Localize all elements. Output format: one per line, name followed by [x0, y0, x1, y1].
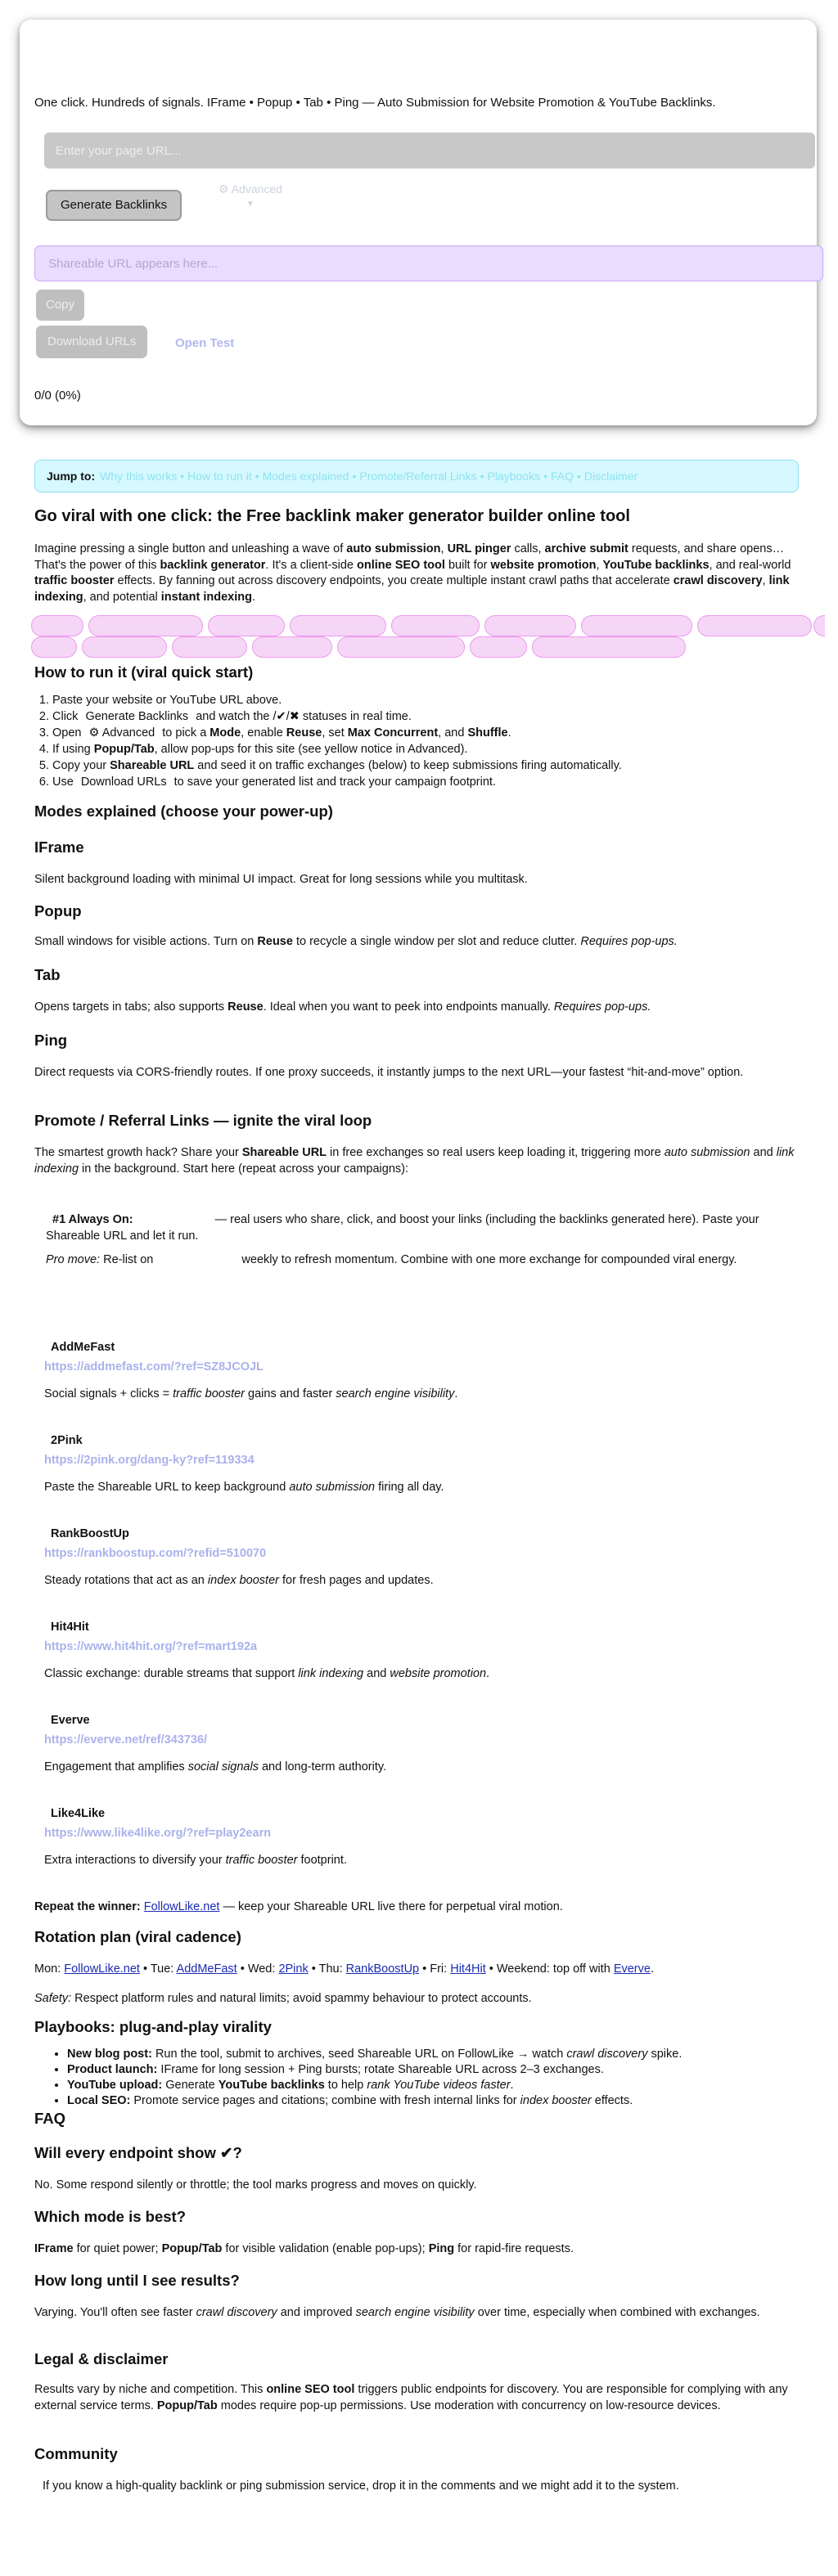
- jump-link-why[interactable]: Why this works: [100, 469, 178, 483]
- playbooks-heading: Playbooks: plug-and-play virality: [34, 2018, 272, 2035]
- shareable-url-field[interactable]: [34, 245, 823, 281]
- faq-question: Which mode is best?: [34, 2208, 187, 2225]
- tag-chip: [31, 615, 83, 636]
- exchange-hit4hit: [44, 1620, 813, 1683]
- rotation-plan: Mon: FollowLike.net • Tue: AddMeFast • Wed: 2Pink • Thu: RankBoostUp • Fri: Hit4Hit • Weekend: top off with Everve.: [34, 1962, 654, 1976]
- exchange-name: 2Pink: [51, 1434, 83, 1447]
- exchange-2pink: [44, 1433, 813, 1496]
- advanced-mention: ⚙ Advanced: [88, 726, 155, 740]
- rotation-link[interactable]: RankBoostUp: [345, 1962, 420, 1976]
- jump-link-promote[interactable]: Promote/Referral Links: [359, 469, 477, 483]
- exchange-addmefast: [44, 1340, 813, 1403]
- exchange-desc: Engagement that amplifies social signals and long-term authority.: [44, 1760, 387, 1774]
- followlike-link[interactable]: FollowLike.net: [143, 1900, 220, 1913]
- tag-chip: [208, 615, 285, 636]
- exchange-desc: Social signals + clicks = traffic booster gains and faster search engine visibility.: [44, 1387, 458, 1401]
- promote-intro: The smartest growth hack? Share your Shareable URL in free exchanges so real users keep loading it, triggering more auto submission and link indexing in the background. Start here (repeat across your campaigns):: [34, 1146, 795, 1176]
- legal-heading: Legal & disclaimer: [34, 2350, 169, 2367]
- rotation-link[interactable]: FollowLike.net: [64, 1962, 140, 1976]
- exchange-desc: Extra interactions to diversify your traffic booster footprint.: [44, 1854, 347, 1868]
- exchange-name: Hit4Hit: [51, 1621, 89, 1634]
- safety-note: Safety: Respect platform rules and natural limits; avoid spammy behaviour to protect accounts.: [34, 1992, 532, 2005]
- playbooks-list: [34, 2047, 804, 2109]
- pro-move-text: Pro move: Re-list on weekly to refresh momentum. Combine with one more exchange for compounded viral energy.: [46, 1253, 737, 1267]
- exchange-name: AddMeFast: [51, 1341, 115, 1354]
- always-on-text: #1 Always On: — real users who share, click, and boost your links (including the backlinks generated here). Paste your Shareable URL and let it run.: [46, 1213, 759, 1243]
- exchange-link[interactable]: https://everve.net/ref/343736/: [44, 1733, 208, 1747]
- generate-backlinks-mention: Generate Backlinks: [85, 710, 189, 723]
- tag-chip: [31, 636, 77, 658]
- faq-answer: IFrame for quiet power; Popup/Tab for visible validation (enable pop-ups); Ping for rapid-fire requests.: [34, 2242, 574, 2255]
- exchange-desc: Steady rotations that act as an index booster for fresh pages and updates.: [44, 1574, 434, 1588]
- advanced-label: ⚙ Advanced: [219, 182, 282, 196]
- jump-link-faq[interactable]: FAQ: [550, 469, 574, 483]
- exchange-link[interactable]: https://addmefast.com/?ref=SZ8JCOJL: [44, 1360, 264, 1373]
- jump-separator: •: [255, 469, 259, 483]
- advanced-toggle[interactable]: [210, 182, 291, 209]
- tag-chip: [391, 615, 480, 636]
- exchange-desc: Paste the Shareable URL to keep background auto submission firing all day.: [44, 1481, 444, 1495]
- exchange-name: RankBoostUp: [51, 1527, 129, 1540]
- list-item: 4. If using Popup/Tab, allow pop-ups for this site (see yellow notice in Advanced).: [52, 741, 804, 758]
- list-item: 6. Use Download URLs to save your generated list and track your campaign footprint.: [52, 774, 804, 790]
- exchange-name: Everve: [51, 1714, 90, 1727]
- exchange-everve: [44, 1713, 813, 1776]
- ping-desc: Direct requests via CORS-friendly routes. If one proxy succeeds, it instantly jumps to the next URL—your fastest “hit-and-move” option.: [34, 1066, 744, 1079]
- list-item: • New blog post: Run the tool, submit to archives, seed Shareable URL on FollowLike → watch crawl discovery spike.: [67, 2047, 804, 2062]
- tag-chip: [484, 615, 576, 636]
- jump-separator: •: [480, 469, 484, 483]
- list-item: • Local SEO: Promote service pages and citations; combine with fresh internal links for index booster effects.: [67, 2093, 804, 2109]
- list-item: 1. Paste your website or YouTube URL above.: [52, 692, 804, 708]
- faq-question: How long until I see results?: [34, 2272, 240, 2289]
- status-icons: /✔/✖: [273, 710, 300, 723]
- exchange-rankboostup: [44, 1526, 813, 1589]
- howto-heading: How to run it (viral quick start): [34, 663, 254, 681]
- popup-desc: Small windows for visible actions. Turn on Reuse to recycle a single window per slot and reduce clutter. Requires pop-ups.: [34, 935, 678, 948]
- tag-chip: [290, 615, 386, 636]
- exchange-link[interactable]: https://rankboostup.com/?refid=510070: [44, 1546, 267, 1560]
- tab-heading: Tab: [34, 966, 61, 983]
- tag-chip: [697, 615, 812, 636]
- tagline: One click. Hundreds of signals. IFrame • Popup • Tab • Ping — Auto Submission for Website Promotion & YouTube Backlinks.: [34, 96, 716, 110]
- iframe-desc: Silent background loading with minimal UI impact. Great for long sessions while you multitask.: [34, 873, 528, 886]
- page-url-input[interactable]: [44, 133, 815, 169]
- tag-chip: [82, 636, 167, 658]
- howto-steps: [34, 692, 804, 790]
- rotation-heading: Rotation plan (viral cadence): [34, 1928, 241, 1945]
- community-text: If you know a high-quality backlink or ping submission service, drop it in the comments and we might add it to the system.: [43, 2479, 679, 2493]
- tool-card: [20, 20, 817, 425]
- popup-heading: Popup: [34, 902, 82, 919]
- community-heading: Community: [34, 2445, 118, 2462]
- tag-chip: [252, 636, 332, 658]
- rotation-link[interactable]: Hit4Hit: [450, 1962, 486, 1976]
- jump-link-disclaimer[interactable]: Disclaimer: [583, 469, 638, 483]
- ping-heading: Ping: [34, 1032, 68, 1049]
- exchange-link[interactable]: https://www.hit4hit.org/?ref=mart192a: [44, 1639, 258, 1653]
- list-item: • Product launch: IFrame for long session + Ping bursts; rotate Shareable URL across 2–3 exchanges.: [67, 2062, 804, 2078]
- rotation-link[interactable]: AddMeFast: [176, 1962, 237, 1976]
- rotation-link[interactable]: Everve: [613, 1962, 651, 1976]
- exchange-desc: Classic exchange: durable streams that support link indexing and website promotion.: [44, 1667, 490, 1681]
- exchange-name: Like4Like: [51, 1807, 106, 1820]
- faq-answer: Varying. You'll often see faster crawl discovery and improved search engine visibility over time, especially when combined with exchanges.: [34, 2306, 760, 2319]
- jump-link-playbooks[interactable]: Playbooks: [487, 469, 541, 483]
- faq-question: Will every endpoint show ✔?: [34, 2144, 242, 2161]
- tag-chip: [581, 615, 692, 636]
- copy-button[interactable]: Copy: [36, 290, 84, 321]
- tag-chip: [88, 615, 203, 636]
- exchange-like4like: [44, 1806, 813, 1869]
- download-urls-mention: Download URLs: [80, 775, 167, 789]
- jump-link-modes[interactable]: Modes explained: [262, 469, 349, 483]
- chevron-down-icon: ▼: [246, 199, 255, 209]
- jump-link-howto[interactable]: How to run it: [187, 469, 252, 483]
- exchange-link[interactable]: https://www.like4like.org/?ref=play2earn: [44, 1826, 272, 1840]
- open-test-link[interactable]: Open Test: [175, 336, 235, 350]
- tag-chip: [813, 615, 825, 636]
- repeat-winner: Repeat the winner: FollowLike.net — keep your Shareable URL live there for perpetual viral motion.: [34, 1900, 563, 1913]
- intro-paragraph: Imagine pressing a single button and unleashing a wave of auto submission, URL pinger calls, archive submit requests, and share opens… That's the power of this backlink generator. It's a client-side online SEO tool built for website promotion, YouTube backlinks, and real-world traffic booster effects. By fanning out across discovery endpoints, you create multiple instant crawl paths that accelerate crawl discovery, link indexing, and potential instant indexing.: [34, 542, 791, 604]
- page-title: Go viral with one click: the Free backlink maker generator builder online tool: [34, 507, 630, 525]
- progress-counter: 0/0 (0%): [34, 389, 81, 402]
- rotation-link[interactable]: 2Pink: [278, 1962, 309, 1976]
- faq-heading: FAQ: [34, 2110, 66, 2127]
- tag-chips: [31, 615, 817, 659]
- jump-separator: •: [577, 469, 581, 483]
- jump-to-nav: [34, 460, 799, 492]
- legal-text: Results vary by niche and competition. This online SEO tool triggers public endpoints for discovery. You are responsible for complying with any external service terms. Popup/Tab modes require pop-up permissions. Use moderation with concurrency on low-resource devices.: [34, 2383, 788, 2412]
- iframe-heading: IFrame: [34, 838, 84, 856]
- tag-chip: [172, 636, 247, 658]
- list-item: 2. Click Generate Backlinks and watch the /✔/✖ statuses in real time.: [52, 708, 804, 725]
- list-item: 5. Copy your Shareable URL and seed it on traffic exchanges (below) to keep submissions firing automatically.: [52, 758, 804, 774]
- jump-separator: •: [543, 469, 547, 483]
- tab-desc: Opens targets in tabs; also supports Reuse. Ideal when you want to peek into endpoints manually. Requires pop-ups.: [34, 1000, 651, 1014]
- modes-heading: Modes explained (choose your power-up): [34, 802, 333, 820]
- tag-chip: [532, 636, 686, 658]
- download-urls-button[interactable]: Download URLs: [36, 326, 147, 358]
- exchange-link[interactable]: https://2pink.org/dang-ky?ref=119334: [44, 1453, 255, 1467]
- tag-chip: [337, 636, 465, 658]
- jump-separator: •: [352, 469, 357, 483]
- faq-answer: No. Some respond silently or throttle; the tool marks progress and moves on quickly.: [34, 2178, 477, 2192]
- generate-backlinks-button[interactable]: Generate Backlinks: [46, 190, 182, 221]
- always-on-callout: [46, 1212, 791, 1269]
- jump-separator: •: [180, 469, 185, 483]
- tag-chip: [470, 636, 527, 658]
- jump-label: Jump to:: [47, 469, 96, 483]
- list-item: • YouTube upload: Generate YouTube backlinks to help rank YouTube videos faster.: [67, 2078, 804, 2093]
- list-item: 3. Open ⚙ Advanced to pick a Mode, enable Reuse, set Max Concurrent, and Shuffle.: [52, 725, 804, 741]
- promote-heading: Promote / Referral Links — ignite the viral loop: [34, 1112, 372, 1129]
